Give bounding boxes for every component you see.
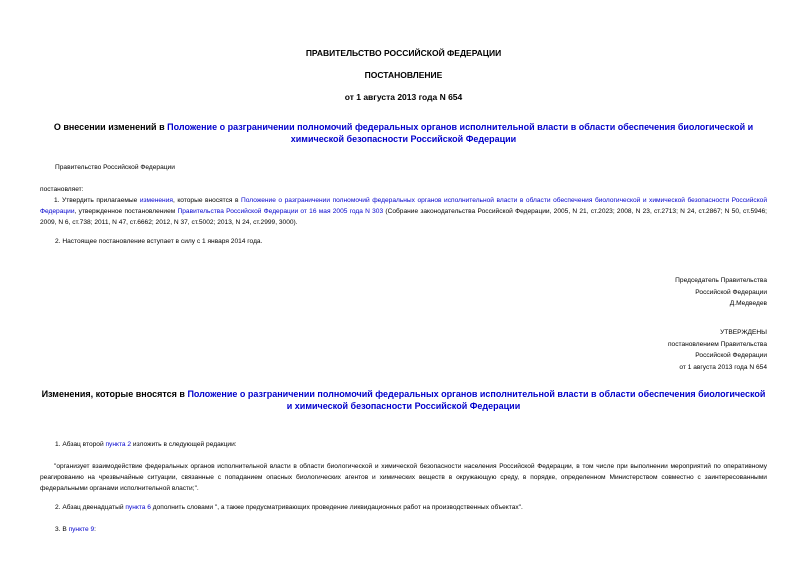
p1-text-c: , утвержденное постановлением [74, 208, 178, 215]
paragraph-1 [40, 195, 767, 228]
change-1 [55, 439, 782, 450]
government-heading: ПРАВИТЕЛЬСТВО РОССИЙСКОЙ ФЕДЕРАЦИИ [305, 48, 502, 58]
approved-line-2: постановлением Правительства [667, 340, 767, 348]
title-link[interactable]: Положение о разграничении полномочий федеральных органов исполнительной власти в области обеспечения биологической и химической безопасности Российской Федерации [167, 122, 754, 144]
approved-line-1: УТВЕРЖДЕНЫ [720, 329, 767, 336]
change-3 [55, 524, 782, 535]
c3-text-b: : [94, 526, 96, 533]
title-prefix: О внесении изменений в [53, 122, 168, 132]
changes-title-link[interactable]: Положение о разграничении полномочий федеральных органов исполнительной власти в области обеспечения биологической и химической безопасности Российской Федерации [187, 389, 766, 411]
document-type: ПОСТАНОВЛЕНИЕ [364, 70, 443, 80]
changes-title-prefix: Изменения, которые вносятся в [41, 389, 188, 399]
change-2 [55, 502, 782, 513]
c2-text-b: дополнить словами ", а также предусматривающих проведение ликвидационных работ на производственных объектах". [150, 504, 523, 511]
approved-line-4: от 1 августа 2013 года N 654 [679, 363, 767, 371]
document-date: от 1 августа 2013 года N 654 [344, 92, 463, 102]
approved-line-3: Российской Федерации [695, 352, 767, 359]
c3-text-a: 3. В [55, 526, 69, 533]
point-2-link[interactable]: пункта 2 [105, 441, 132, 448]
changes-title [0, 388, 807, 412]
decree-text: постановляет: [40, 186, 84, 193]
p1-text-b: , которые вносятся в [172, 197, 242, 204]
signature-block [675, 275, 767, 310]
signature-line-3: Д.Медведев [729, 300, 767, 307]
intro-text: Правительство Российской Федерации [55, 164, 175, 171]
approved-block [668, 327, 767, 373]
change-1-quote: "организует взаимодействие федеральных органов исполнительной власти в области биологической и химической безопасности населения Российской Федерации, в том числе при выполнении мероприятий по оперативному реагированию на чрезвычайные ситуации, связанные с попаданием опасных биологических агентов и химических веществ в окружающую среду, в порядке, определенном Министерством совместно с заинтересованными федеральными органами исполнительной власти;". [40, 463, 767, 492]
c2-text-a: 2. Абзац двенадцатый [55, 504, 126, 511]
c1-text-a: 1. Абзац второй [55, 441, 106, 448]
changes-link[interactable]: изменения [139, 197, 173, 204]
decree-303-link[interactable]: Правительства Российской Федерации от 16 мая 2005 года N 303 [177, 208, 384, 215]
regulation-link[interactable]: Положение о разграничении полномочий федеральных органов исполнительной власти в области обеспечения биологической и химической безопасности Российской Федерации [40, 197, 767, 215]
p1-text-a: 1. Утвердить прилагаемые [54, 197, 140, 204]
signature-line-1: Председатель Правительства [675, 277, 767, 284]
signature-line-2: Российской Федерации [695, 288, 767, 296]
point-6-link[interactable]: пункта 6 [125, 504, 151, 511]
c1-text-b: изложить в следующей редакции: [131, 441, 237, 448]
point-9-link[interactable]: пункте 9 [68, 526, 95, 533]
p1-text-d: (Собрание законодательства Российской Федерации, 2005, N 21, ст.2023; 2008, N 23, ст.2713; N 24, ст.2867; N 50, ст.5946; 2009, N 6, ст.738; 2011, N 47, ст.6662; 2012, N 37, ст.5002; 2013, N 24, ст.2999, 3000). [40, 208, 767, 226]
document-title [0, 121, 807, 145]
paragraph-2: 2. Настоящее постановление вступает в силу с 1 января 2014 года. [55, 238, 263, 245]
